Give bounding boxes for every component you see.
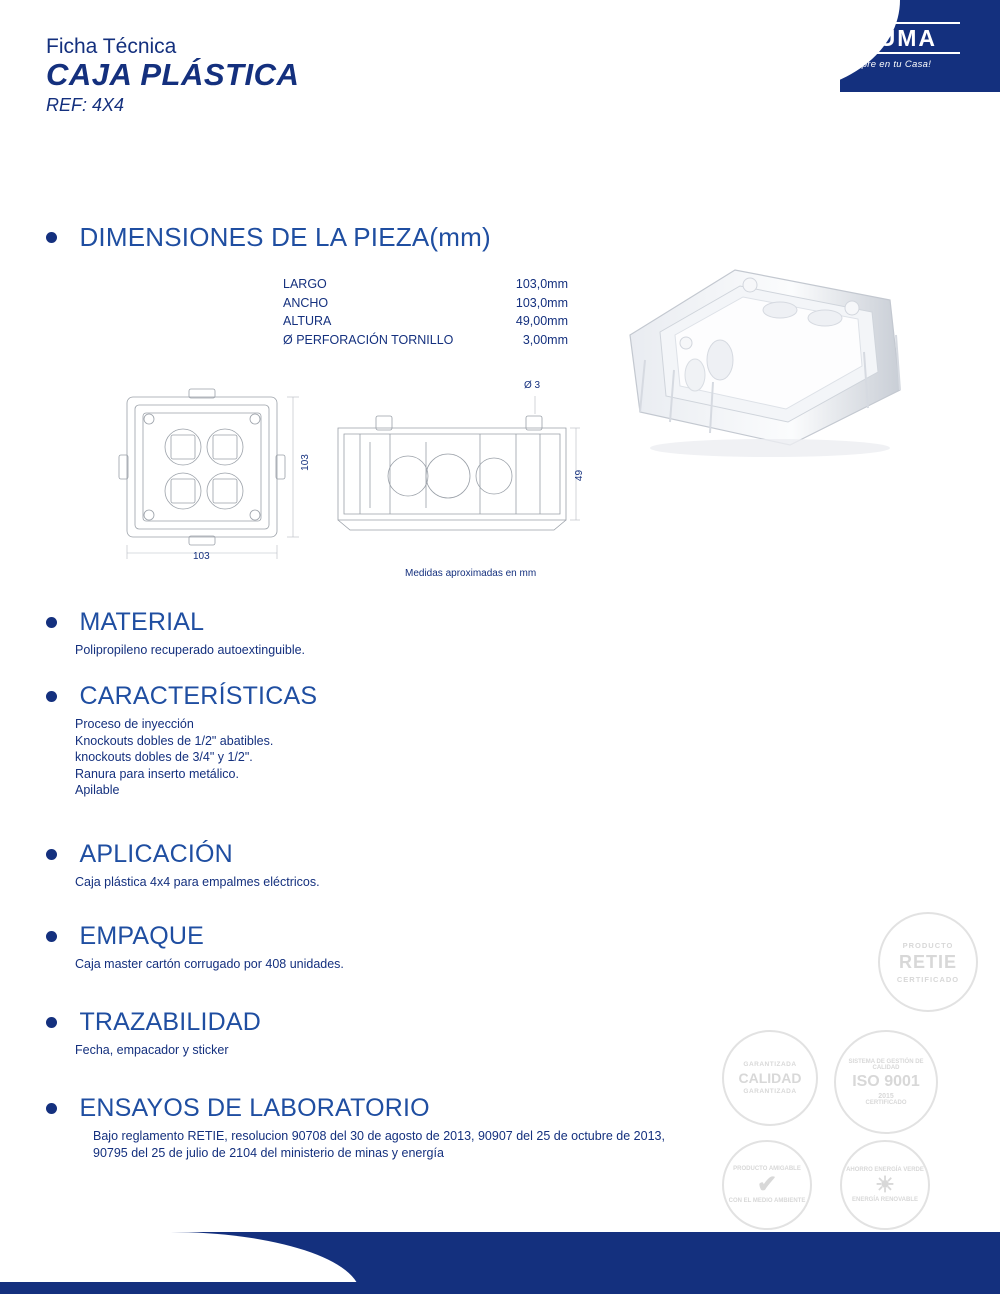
seal-medio-ambiente-bottom: CON EL MEDIO AMBIENTE	[728, 1198, 806, 1204]
table-row	[283, 312, 568, 331]
seal-energia-verde	[840, 1140, 930, 1230]
bullet-icon	[46, 1103, 57, 1114]
product-title: CAJA PLÁSTICA	[46, 57, 300, 92]
section-material	[46, 608, 646, 659]
material-text: Polipropileno recuperado autoextinguible.	[75, 643, 306, 657]
document-kind: Ficha Técnica	[46, 35, 177, 58]
footer-strip	[0, 1282, 1000, 1294]
page-title	[46, 36, 299, 116]
seal-retie-bottom: CERTIFICADO	[896, 974, 960, 984]
seal-iso	[834, 1030, 938, 1134]
table-row	[283, 275, 568, 294]
seal-iso-bottom: CERTIFICADO	[865, 1099, 907, 1106]
dimension-label: LARGO	[283, 277, 327, 291]
dimension-label: ANCHO	[283, 295, 329, 310]
seal-iso-top: SISTEMA DE GESTIÓN DE CALIDAD	[848, 1058, 924, 1071]
seal-retie-main: RETIE	[898, 951, 957, 972]
seal-calidad	[722, 1030, 818, 1126]
check-icon: ✔	[756, 1171, 778, 1198]
ensayos-line-2: 90795 del 25 de julio de 2104 del ministerio de minas y energía	[93, 1145, 444, 1160]
section-caracteristicas	[46, 682, 646, 799]
section-title-ensayos: ENSAYOS DE LABORATORIO	[79, 1094, 430, 1122]
section-empaque	[46, 922, 646, 973]
side-height-label: 49	[574, 469, 586, 482]
ensayos-line-1: Bajo reglamento RETIE, resolucion 90708 del 30 de agosto de 2013, 90907 del 25 de octubre de 2013,	[93, 1129, 665, 1143]
seal-retie	[878, 912, 978, 1012]
caracteristicas-line-5: Apilable	[75, 783, 120, 797]
seal-iso-extra: 2015	[878, 1092, 894, 1100]
seal-medio-ambiente-top: PRODUCTO AMIGABLE	[733, 1166, 801, 1172]
section-dimensions	[46, 222, 491, 253]
product-reference: REF: 4X4	[46, 95, 125, 115]
caracteristicas-line-1: Proceso de inyección	[75, 717, 194, 731]
caracteristicas-line-3: knockouts dobles de 3/4" y 1/2".	[75, 750, 253, 764]
logo-text: INDUMA	[810, 22, 960, 54]
product-photo	[600, 240, 950, 460]
front-view-drawing	[105, 385, 311, 590]
bullet-icon	[46, 1017, 57, 1028]
caracteristicas-line-2: Knockouts dobles de 1/2" abatibles.	[75, 733, 274, 748]
company-logo	[810, 22, 960, 70]
seal-energia-verde-top: AHORRO ENERGÍA VERDE	[846, 1167, 924, 1173]
seal-energia-verde-bottom: ENERGÍA RENOVABLE	[851, 1197, 918, 1203]
bullet-icon	[46, 232, 57, 243]
bullet-icon	[46, 931, 57, 942]
section-title-material: MATERIAL	[79, 608, 205, 636]
dimension-value: 49,00mm	[515, 314, 568, 328]
empaque-text: Caja master cartón corrugado por 408 unidades.	[75, 957, 344, 971]
caracteristicas-line-4: Ranura para inserto metálico.	[75, 766, 239, 781]
seal-retie-top: PRODUCTO	[902, 940, 954, 950]
section-ensayos	[46, 1094, 726, 1161]
table-row	[283, 331, 568, 350]
drawing-note: Medidas aproximadas en mm	[405, 568, 537, 579]
section-aplicacion	[46, 840, 646, 891]
seal-calidad-top: GARANTIZADA	[743, 1061, 797, 1068]
bullet-icon	[46, 691, 57, 702]
dimension-label: ALTURA	[283, 314, 332, 328]
bullet-icon	[46, 849, 57, 860]
section-title-trazabilidad: TRAZABILIDAD	[79, 1008, 262, 1036]
sun-icon: ☀	[875, 1172, 895, 1197]
section-title-caracteristicas: CARACTERÍSTICAS	[79, 682, 318, 710]
seal-iso-main: ISO 9001	[852, 1072, 920, 1090]
dimension-value: 103,0mm	[515, 277, 568, 291]
section-trazabilidad	[46, 1008, 646, 1059]
seal-medio-ambiente	[722, 1140, 812, 1230]
aplicacion-text: Caja plástica 4x4 para empalmes eléctricos.	[75, 875, 320, 889]
dimension-label: Ø PERFORACIÓN TORNILLO	[283, 332, 454, 347]
hole-diameter-label: Ø 3	[524, 380, 541, 391]
seal-calidad-bottom: GARANTIZADA	[743, 1088, 797, 1095]
section-title-aplicacion: APLICACIÓN	[79, 840, 233, 868]
section-title-empaque: EMPAQUE	[79, 922, 205, 950]
table-row	[283, 294, 568, 313]
dimension-value: 3,00mm	[522, 332, 568, 347]
logo-tagline: Siempre en tu Casa!	[838, 59, 932, 70]
seal-calidad-main: CALIDAD	[738, 1070, 802, 1086]
trazabilidad-text: Fecha, empacador y sticker	[75, 1043, 229, 1057]
side-view-drawing	[330, 380, 586, 579]
section-title-dimensions: DIMENSIONES DE LA PIEZA(mm)	[79, 222, 491, 252]
bullet-icon	[46, 617, 57, 628]
dimension-value: 103,0mm	[515, 295, 568, 310]
front-height-label: 103	[299, 454, 311, 471]
front-width-label: 103	[193, 551, 210, 562]
dimensions-table	[283, 275, 568, 349]
